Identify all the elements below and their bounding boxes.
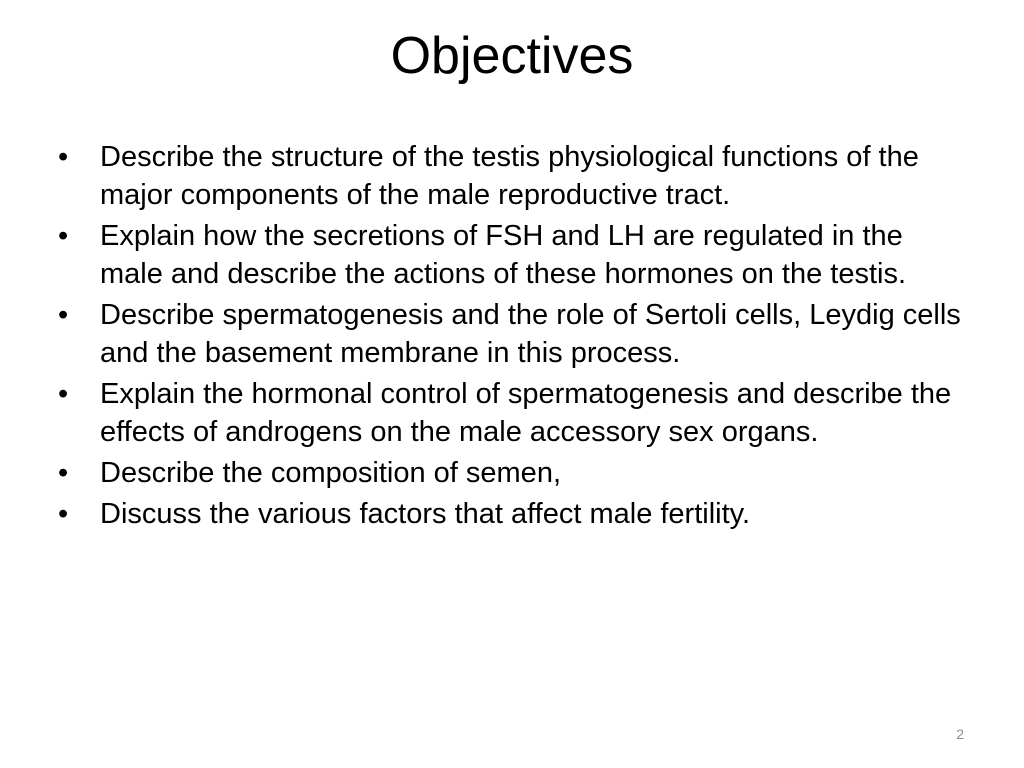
page-number: 2: [956, 726, 964, 742]
list-item: [58, 454, 968, 492]
list-item: [58, 217, 968, 293]
slide-title: Objectives: [390, 27, 634, 85]
bullet-icon: •: [58, 141, 69, 173]
list-item: [58, 138, 968, 214]
list-item-text: Describe the structure of the testis physiological functions of the major components of the male reproductive tract.: [100, 141, 919, 211]
list-item-text: Explain the hormonal control of spermatogenesis and describe the effects of androgens on the male accessory sex organs.: [100, 378, 952, 448]
list-item: [58, 296, 968, 372]
list-item-text: Describe spermatogenesis and the role of Sertoli cells, Leydig cells and the basement membrane in this process.: [100, 299, 961, 369]
bullet-icon: •: [58, 378, 69, 410]
bullet-icon: •: [58, 299, 69, 331]
list-item-text: Describe the composition of semen,: [100, 457, 561, 489]
list-item: [58, 375, 968, 451]
list-item-text: Explain how the secretions of FSH and LH are regulated in the male and describe the actions of these hormones on the testis.: [100, 220, 907, 290]
bullet-icon: •: [58, 220, 69, 252]
objectives-list: [58, 138, 968, 536]
bullet-icon: •: [58, 457, 69, 489]
list-item: [58, 495, 968, 533]
list-item-text: Discuss the various factors that affect male fertility.: [100, 498, 751, 530]
bullet-icon: •: [58, 498, 69, 530]
